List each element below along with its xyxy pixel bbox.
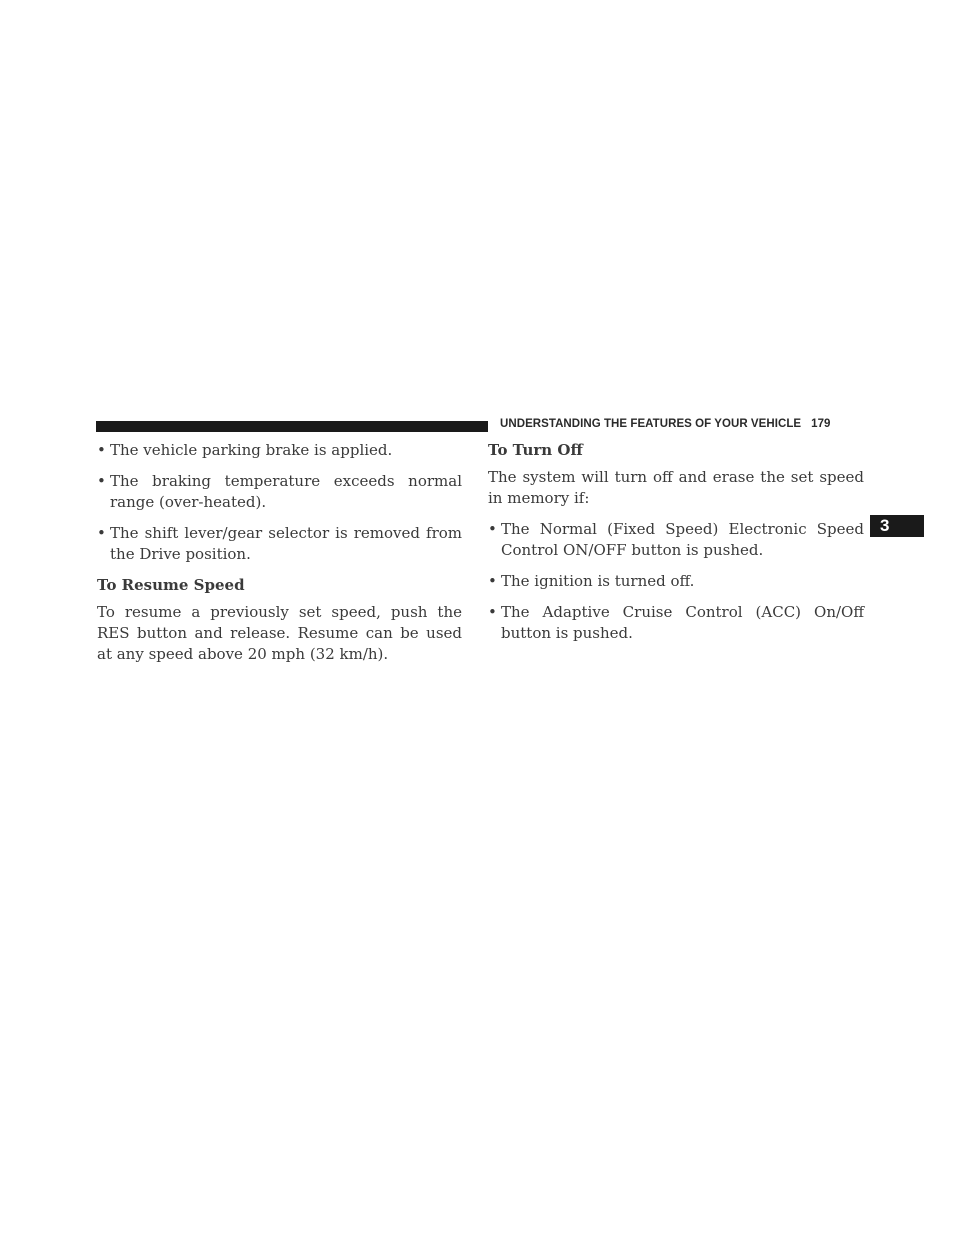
running-header — [500, 418, 830, 430]
chapter-number: 3 — [880, 516, 890, 535]
right-column — [488, 440, 864, 654]
bullet-icon: • — [97, 472, 106, 490]
section-heading-resume-speed: To Resume Speed — [97, 576, 245, 594]
list-item: • The shift lever/gear selector is removed from the Drive position. — [97, 524, 462, 563]
turn-off-paragraph: The system will turn off and erase the set speed in memory if: — [488, 468, 864, 507]
bullet-icon: • — [488, 520, 497, 538]
left-column — [97, 440, 462, 675]
page-number: 179 — [811, 418, 831, 430]
section-heading-turn-off: To Turn Off — [488, 441, 583, 459]
resume-speed-paragraph: To resume a previously set speed, push the RES button and release. Resume can be used at any speed above 20 mph (32 km/h). — [97, 603, 462, 663]
bullet-icon: • — [97, 441, 106, 459]
bullet-icon: • — [97, 524, 106, 542]
list-item: • The ignition is turned off. — [488, 572, 695, 590]
section-title: UNDERSTANDING THE FEATURES OF YOUR VEHICLE — [500, 418, 802, 430]
bullet-icon: • — [488, 603, 497, 621]
list-item: • The Adaptive Cruise Control (ACC) On/Off button is pushed. — [488, 603, 864, 642]
chapter-tab — [870, 515, 924, 537]
list-item: • The Normal (Fixed Speed) Electronic Speed Control ON/OFF button is pushed. — [488, 520, 864, 559]
list-item: • The vehicle parking brake is applied. — [97, 441, 393, 459]
header-rule — [96, 421, 488, 432]
list-item: • The braking temperature exceeds normal range (over-heated). — [97, 472, 462, 511]
bullet-icon: • — [488, 572, 497, 590]
